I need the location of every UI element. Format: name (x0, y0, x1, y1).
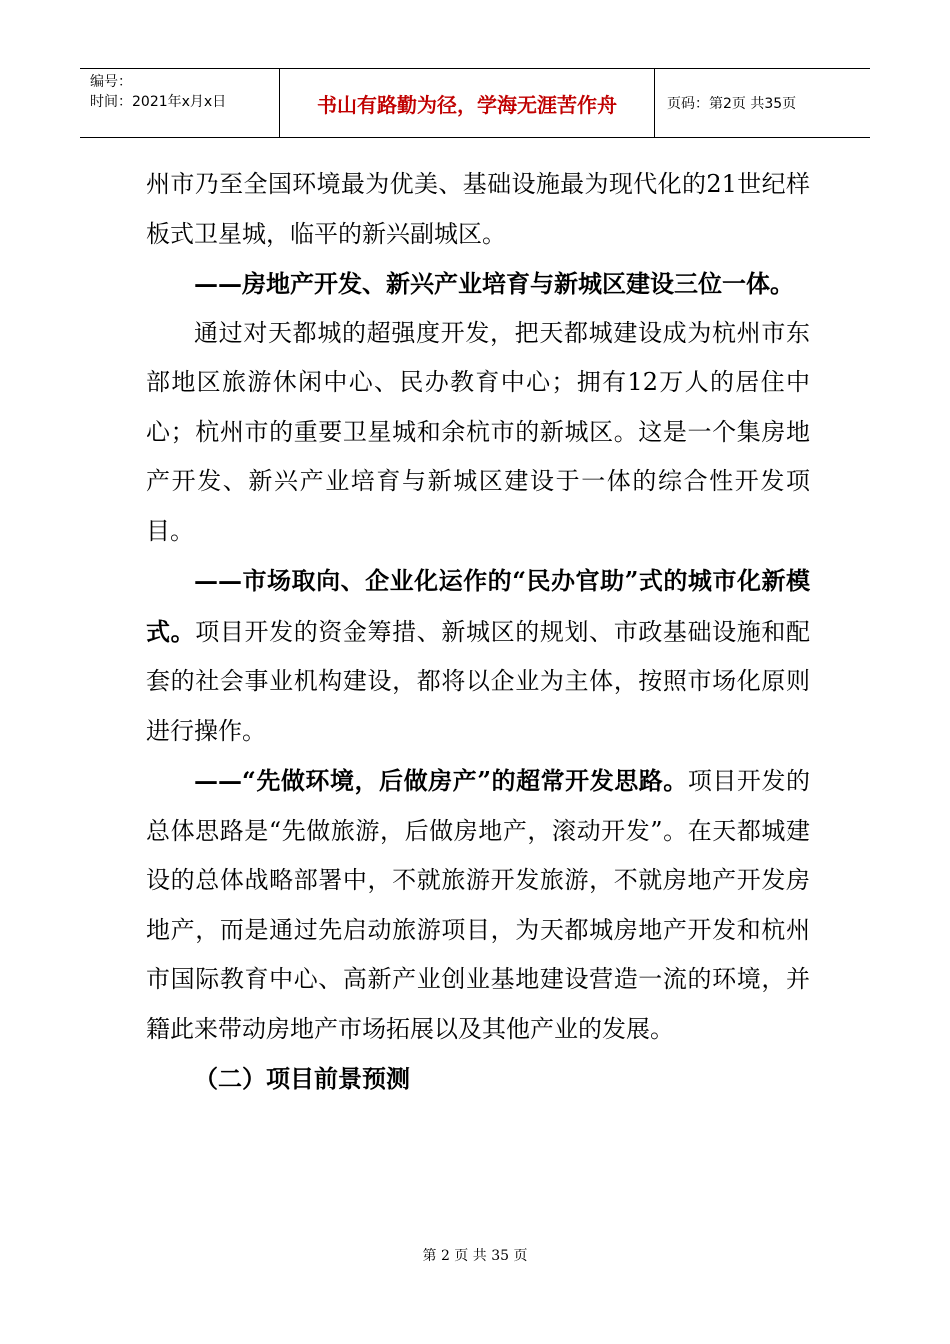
header-page-info: 页码：第2页 共35页 (667, 96, 797, 112)
paragraph-5 (146, 756, 810, 1054)
paragraph-4 (146, 556, 810, 756)
section-heading: （二）项目前景预测 (194, 1064, 410, 1093)
document-date: 时间：2021年x月x日 (90, 94, 227, 110)
paragraph-3: 通过对天都城的超强度开发，把天都城建设成为杭州市东部地区旅游休闲中心、民办教育中心；拥有12万人的居住中心；杭州市的重要卫星城和余杭市的新城区。这是一个集房地产开发、新兴产业培育与新城区建设于一体的综合性开发项目。 (146, 318, 810, 545)
paragraph-4-text: 项目开发的资金筹措、新城区的规划、市政基础设施和配套的社会事业机构建设，都将以企业为主体，按照市场化原则进行操作。 (146, 617, 811, 745)
header-motto: 书山有路勤为径，学海无涯苦作舟 (280, 69, 655, 137)
paragraph-2-heading: ——房地产开发、新兴产业培育与新城区建设三位一体。 (194, 269, 794, 298)
paragraph-1: 州市乃至全国环境最为优美、基础设施最为现代化的21世纪样板式卫星城，临平的新兴副城区。 (146, 170, 810, 248)
document-body (146, 160, 810, 1104)
paragraph-5-lead: ——“先做环境，后做房产”的超常开发思路。 (194, 766, 688, 795)
header-meta (80, 69, 280, 137)
page-footer: 第 2 页 共 35 页 (422, 1248, 528, 1264)
paragraph-4-lead: ——市场取向、企业化运作的“民办官助”式的城市化新模式。 (146, 566, 810, 646)
paragraph-5-text: 项目开发的总体思路是“先做旅游，后做房地产，滚动开发”。在天都城建设的总体战略部署中，不就旅游开发旅游，不就房地产开发房地产，而是通过先启动旅游项目，为天都城房地产开发和杭州市国际教育中心、高新产业创业基地建设营造一流的环境，并籍此来带动房地产市场拓展以及其他产业的发展。 (146, 767, 810, 1043)
page-header (80, 68, 870, 138)
document-number: 编号： (90, 74, 132, 90)
